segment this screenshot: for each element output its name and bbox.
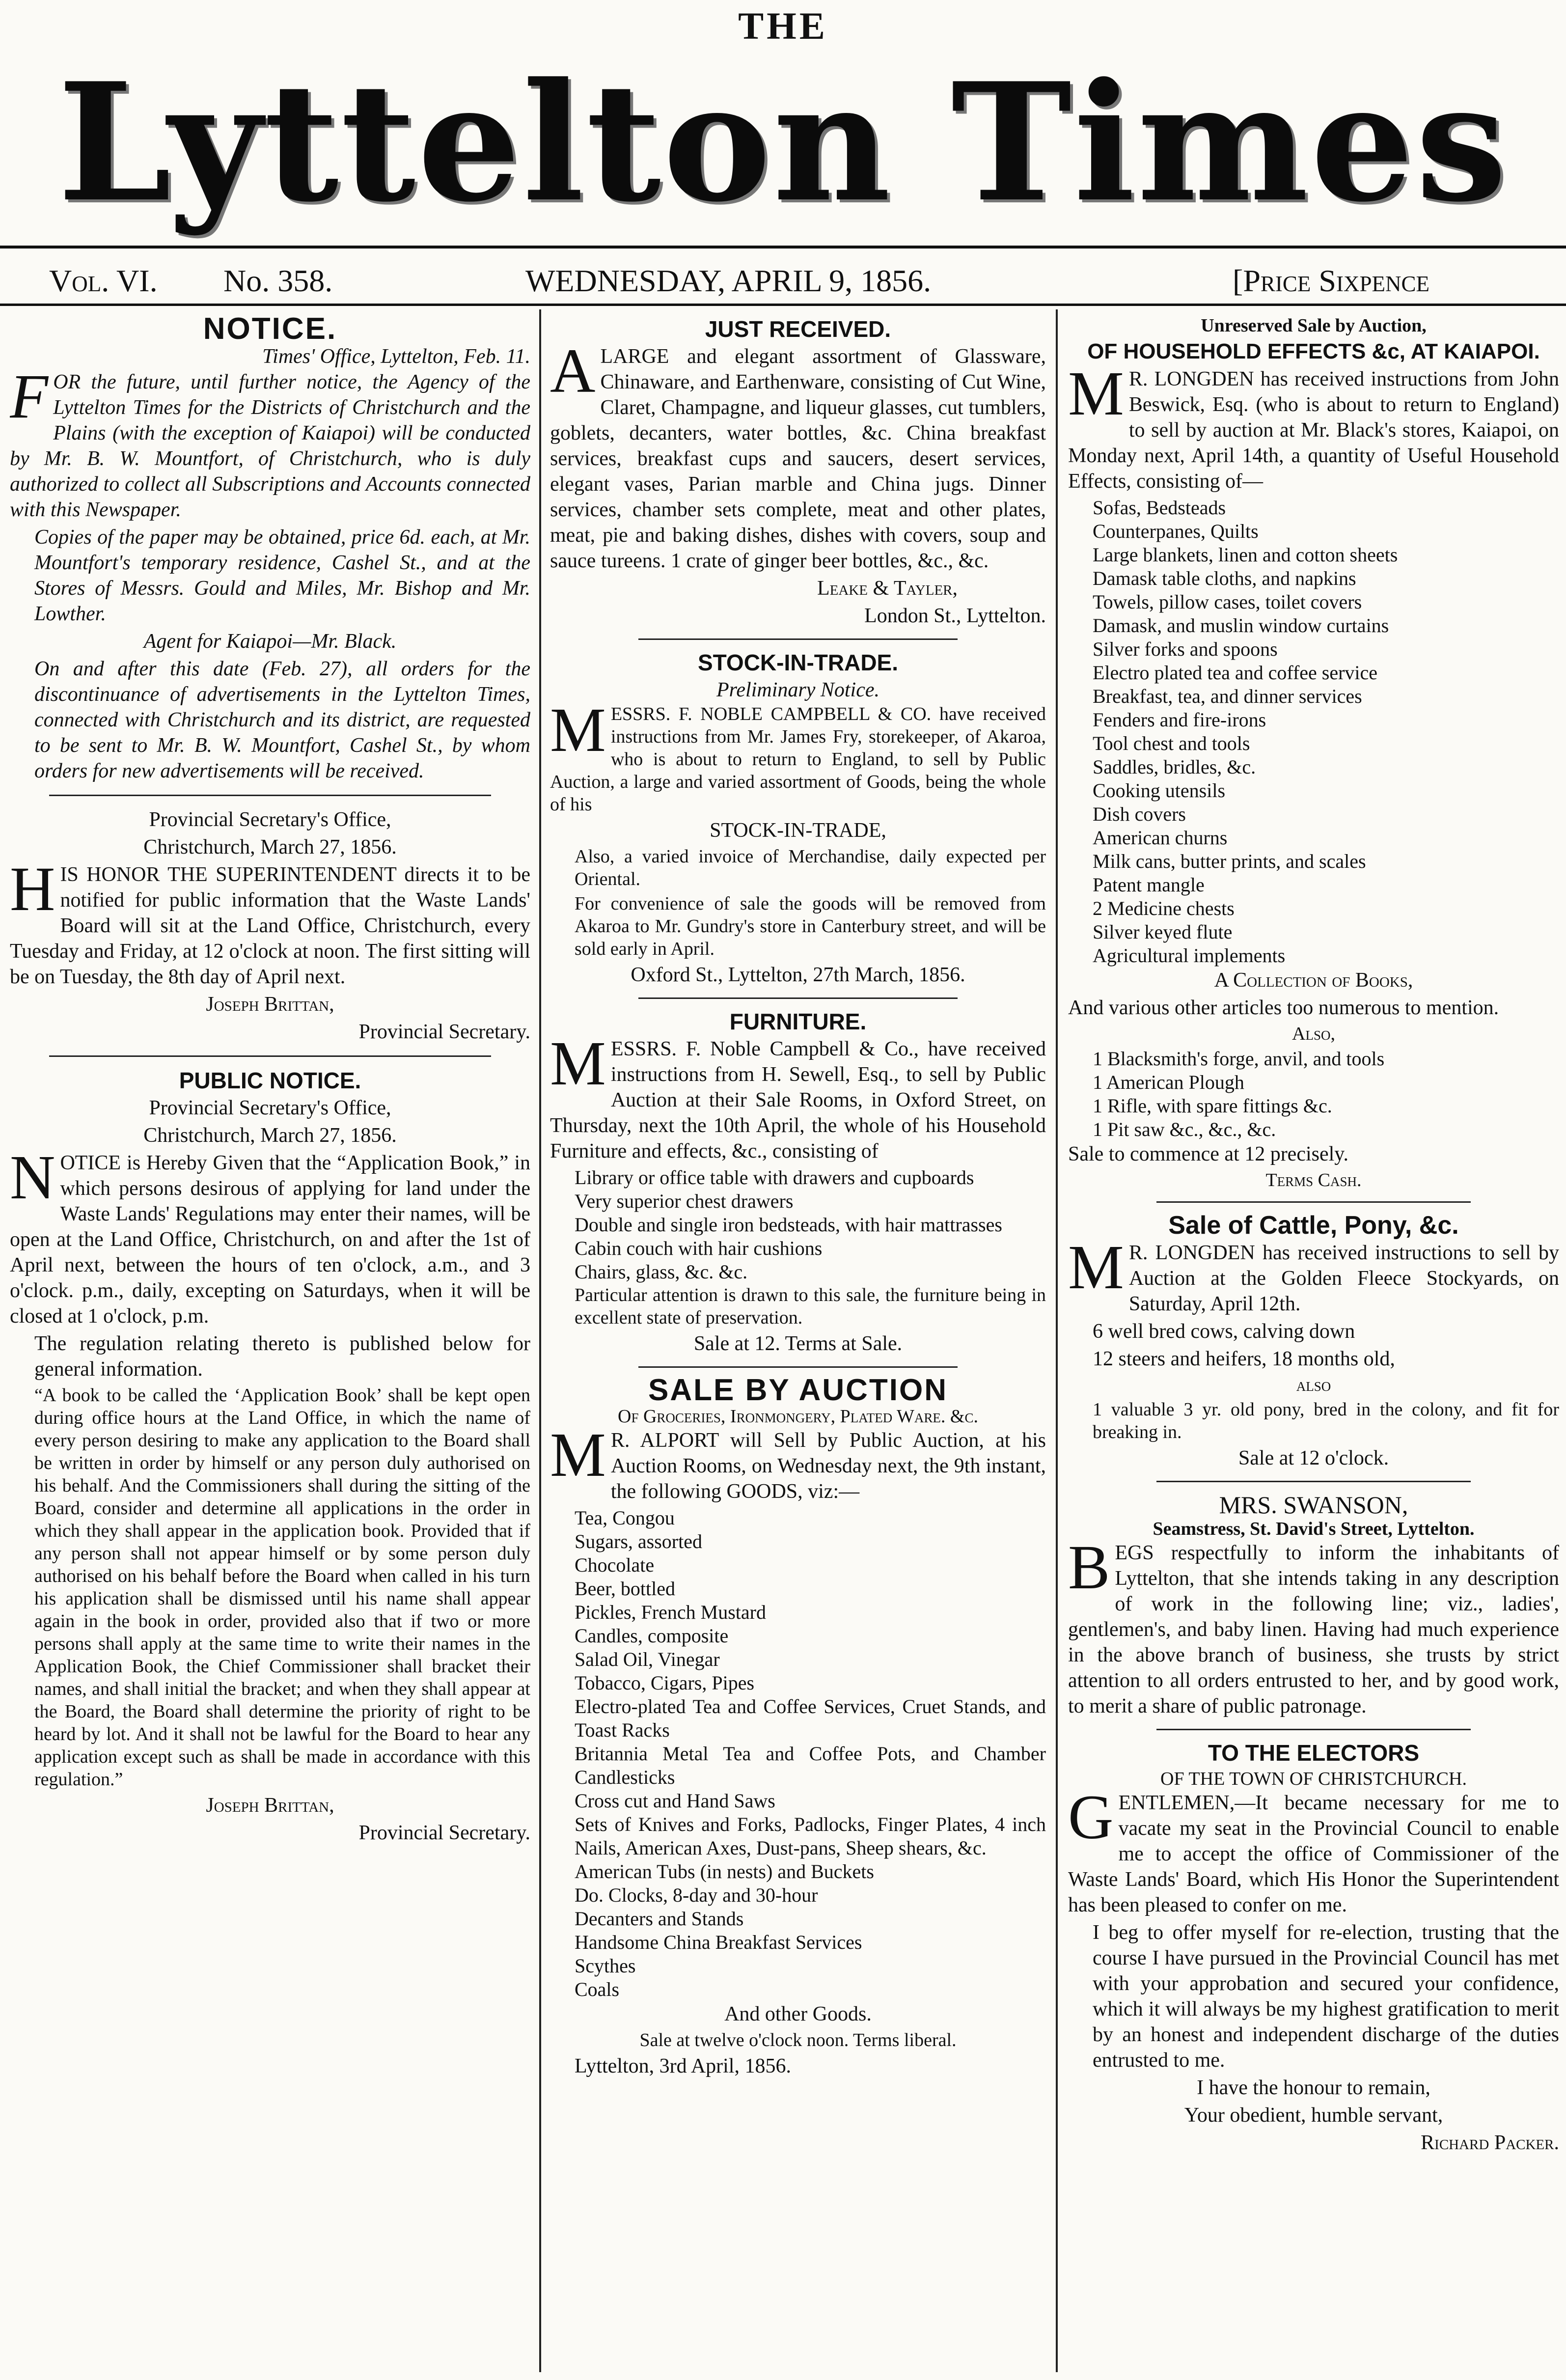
cattle-ad <box>1068 1213 1559 1471</box>
list-item: Damask, and muslin window curtains <box>1093 614 1389 637</box>
regulation-quote: “A book to be called the ‘Application Book’ shall be kept open during office hours at the Land Office, in which the name of every person desiring to make any application to the Board shall be written in order by himself or any person duly authorised on his behalf. And the Commissioners shall during the sitting of the Board, consider and determine all applications in the order in which they shall appear in the application book. Provided that if any person shall not appear himself or by some person duly authorised on his behalf before the Board when called in his turn his application shall be dismissed until his name shall appear again in the book in order, provided also that if two or more persons shall apply at the same time to write their names in the Application Book, the Chief Commissioner shall bracket their names, and shall initial the bracket; and when they shall appear at the Board, the Board shall determine the priority of right to be heard by lot. And it shall not be lawful for the Board to hear any application except such as shall be made in accordance with this regulation.” <box>34 1385 530 1790</box>
column-3 <box>1068 314 1559 2372</box>
drop-cap: M <box>1068 359 1124 428</box>
column-1 <box>10 314 530 2372</box>
list-item: Towels, pillow cases, toilet covers <box>1093 591 1362 613</box>
just-received-heading: JUST RECEIVED. <box>705 316 891 342</box>
notice-heading: NOTICE. <box>203 314 337 346</box>
household-body: R. LONGDEN has received instructions from John Beswick, Esq. (who is about to return to England) to sell by auction at Mr. Black's stores, Kaiapoi, on Monday next, April 14th, a quantity of Useful Household Effects, consisting of— <box>1068 368 1559 493</box>
household-effects-ad <box>1068 314 1559 1191</box>
list-item: Sugars, assorted <box>575 1530 702 1552</box>
furniture-ad <box>550 1009 1046 1356</box>
sale-time: Sale to commence at 12 precisely. <box>1068 1143 1349 1165</box>
just-received-body: LARGE and elegant assortment of Glassware, Chinaware, and Earthenware, consisting of Cut Wine, Claret, Champagne, and liqueur glasses, cut tumblers, goblets, decanters, water bottles, &c. China breakfast services, breakfast cups and saucers, desert services, elegant vases, Parian marble and China jugs. Dinner services, chamber sets complete, meat and other plates, meat, pie and baking dishes, dishes with covers, soup and sauce tureens. 1 crate of ginger beer bottles, &c., &c. <box>550 345 1046 572</box>
divider <box>638 638 958 640</box>
stock-in-trade-ad <box>550 650 1046 988</box>
just-received-ad <box>550 316 1046 629</box>
list-item: Salad Oil, Vinegar <box>575 1648 720 1670</box>
list-item: Decanters and Stands <box>575 1908 744 1930</box>
divider <box>49 795 491 796</box>
electors-paragraph: I beg to offer myself for re-election, trusting that the course I have pursued in the Provincial Council has met with your approbation and secured your confidence, which it will always be my highest gratification to merit by an honest and independent discharge of the duties entrusted to me. <box>1093 1921 1559 2072</box>
issue-date: WEDNESDAY, APRIL 9, 1856. <box>525 263 932 298</box>
list-item: Double and single iron bedsteads, with hair mattrasses <box>575 1214 1002 1236</box>
divider <box>638 1366 958 1368</box>
electors-body: ENTLEMEN,—It became necessary for me to vacate my seat in the Provincial Council to enable me to accept the office of Commissioner of the Waste Lands' Board, which His Honor the Superintendent has been pleased to confer on me. <box>1068 1792 1559 1916</box>
drop-cap: M <box>1068 1232 1124 1302</box>
swanson-body: EGS respectfully to inform the inhabitants of Lyttelton, that she intends taking in any description of work in the following line; viz., ladies', gentlemen's, and baby linen. Having had much experience in the above branch of business, she trusts by strict attention to all orders entrusted to her, and by good work, to merit a share of public patronage. <box>1068 1542 1559 1717</box>
list-item: Beer, bottled <box>575 1577 675 1600</box>
drop-cap: M <box>550 695 606 765</box>
signer: Joseph Brittan, <box>206 1794 334 1817</box>
swanson-subheading: Seamstress, St. David's Street, Lyttelton. <box>1153 1519 1475 1539</box>
list-item: Damask table cloths, and napkins <box>1093 567 1356 589</box>
auction-other: And other Goods. <box>724 2003 872 2025</box>
notice-dateline: Times' Office, Lyttelton, Feb. 11. <box>262 345 530 368</box>
list-item: Coals <box>575 1978 620 2000</box>
cattle-line: 12 steers and heifers, 18 months old, <box>1093 1348 1395 1370</box>
signer-title: Provincial Secretary. <box>358 1021 530 1043</box>
masthead-rule-top <box>0 246 1566 249</box>
list-item: American Tubs (in nests) and Buckets <box>575 1860 874 1882</box>
list-item: Silver forks and spoons <box>1093 638 1278 660</box>
public-notice-heading: PUBLIC NOTICE. <box>179 1068 361 1093</box>
signer: Richard Packer. <box>1421 2131 1559 2154</box>
masthead-rule-bottom <box>0 304 1566 306</box>
drop-cap: B <box>1068 1532 1110 1602</box>
closing-line: Your obedient, humble servant, <box>1184 2104 1443 2127</box>
office-date: Christchurch, March 27, 1856. <box>143 836 397 858</box>
list-item: Saddles, bridles, &c. <box>1093 756 1256 778</box>
also-label: also <box>1296 1375 1331 1395</box>
auction-subheading: Of Groceries, Ironmongery, Plated Ware. &c. <box>618 1406 978 1427</box>
public-notice <box>10 1068 530 1846</box>
household-heading: OF HOUSEHOLD EFFECTS &c, AT KAIAPOI. <box>1087 339 1540 363</box>
waste-lands-notice <box>10 807 530 1045</box>
list-item: Chairs, glass, &c. &c. <box>575 1261 748 1283</box>
list-item: 1 Blacksmith's forge, anvil, and tools <box>1093 1048 1385 1070</box>
furniture-body: ESSRS. F. Noble Campbell & Co., have received instructions from H. Sewell, Esq., to sell by Public Auction at their Sale Rooms, in Oxford Street, on Thursday, next the 10th April, the whole of his Household Furniture and effects, &c., consisting of <box>550 1038 1046 1162</box>
swanson-ad <box>1068 1492 1559 1719</box>
cattle-body: R. LONGDEN has received instructions to sell by Auction at the Golden Fleece Stockyards, on Saturday, April 12th. <box>1128 1242 1559 1315</box>
list-item: Tool chest and tools <box>1093 732 1250 754</box>
drop-cap: A <box>550 336 596 406</box>
list-item: Handsome China Breakfast Services <box>575 1931 862 1953</box>
list-item: Chocolate <box>575 1554 655 1576</box>
signer: Joseph Brittan, <box>206 993 334 1016</box>
masthead-the: THE <box>738 4 828 47</box>
drop-cap: G <box>1068 1782 1114 1852</box>
office-date: Christchurch, March 27, 1856. <box>143 1124 397 1147</box>
list-item: Tea, Congou <box>575 1507 675 1529</box>
list-item: Fenders and fire-irons <box>1093 709 1266 731</box>
list-item: Silver keyed flute <box>1093 921 1233 943</box>
cattle-line: 6 well bred cows, calving down <box>1093 1320 1355 1343</box>
swanson-heading: MRS. SWANSON, <box>1219 1491 1408 1519</box>
divider <box>638 997 958 999</box>
list-item: Sets of Knives and Forks, Padlocks, Finger Plates, 4 inch Nails, American Axes, Dust-pans, Sheep shears, &c. <box>575 1813 1046 1859</box>
list-item: 1 Rifle, with spare fittings &c. <box>1093 1095 1332 1117</box>
notice-body: OR the future, until further notice, the Agency of the Lyttelton Times for the Districts of Christchurch and the Plains (with the exception of Kaiapoi) will be conducted by Mr. B. W. Mountfort, of Christchurch, who is duly authorized to collect all Subscriptions and Accounts connected with this Newspaper. <box>10 371 530 521</box>
office-line: Provincial Secretary's Office, <box>149 1097 391 1119</box>
list-item: American churns <box>1093 827 1228 849</box>
address: London St., Lyttelton. <box>864 605 1046 627</box>
stock-heading: STOCK-IN-TRADE. <box>697 650 899 675</box>
list-item: Electro plated tea and coffee service <box>1093 662 1378 684</box>
list-item: Patent mangle <box>1093 874 1205 896</box>
electors-subheading: OF THE TOWN OF CHRISTCHURCH. <box>1160 1769 1467 1789</box>
cattle-time: Sale at 12 o'clock. <box>1238 1447 1389 1469</box>
issue-number: No. 358. <box>223 263 333 298</box>
dateline <box>0 263 1566 302</box>
list-item: Electro-plated Tea and Coffee Services, Cruet Stands, and Toast Racks <box>575 1695 1046 1741</box>
cattle-heading: Sale of Cattle, Pony, &c. <box>1168 1211 1459 1240</box>
signer: Leake & Tayler, <box>817 577 958 600</box>
stock-subheading: Preliminary Notice. <box>716 679 880 701</box>
also-label: Also, <box>1292 1024 1335 1044</box>
list-item: Cabin couch with hair cushions <box>575 1237 823 1259</box>
price: [Price Sixpence <box>1233 263 1429 298</box>
books-detail: And various other articles too numerous to mention. <box>1068 996 1499 1019</box>
list-item: Library or office table with drawers and cupboards <box>575 1166 974 1189</box>
household-kicker: Unreserved Sale by Auction, <box>1201 315 1427 336</box>
column-2 <box>550 314 1046 2372</box>
list-item: Dish covers <box>1093 803 1186 825</box>
furniture-terms: Sale at 12. Terms at Sale. <box>693 1332 903 1355</box>
office-line: Provincial Secretary's Office, <box>149 808 391 831</box>
electors-ad <box>1068 1740 1559 2156</box>
list-item: Milk cans, butter prints, and scales <box>1093 850 1366 872</box>
column-separator <box>1056 309 1058 2372</box>
stock-body: ESSRS. F. NOBLE CAMPBELL & CO. have received instructions from Mr. James Fry, storekeeper, of Akaroa, who is about to return to England, to sell by Public Auction, a large and varied assortment of Goods, being the whole of his <box>550 704 1046 815</box>
divider <box>1156 1481 1471 1482</box>
books-line: A Collection of Books, <box>1214 969 1413 992</box>
waste-lands-body: IS HONOR THE SUPERINTENDENT directs it to be notified for public information that the Waste Lands' Board will sit at the Land Office, Christchurch, every Tuesday and Friday, at 12 o'clock at noon. The first sitting will be on Tuesday, the 8th day of April next. <box>10 863 530 988</box>
notice-copies: Copies of the paper may be obtained, price 6d. each, at Mr. Mountfort's temporary residence, Cashel St., and at the Stores of Messrs. Gould and Miles, Mr. Bishop and Mr. Lowther. <box>34 526 530 625</box>
list-item: Tobacco, Cigars, Pipes <box>575 1672 755 1694</box>
auction-date: Lyttelton, 3rd April, 1856. <box>575 2055 791 2077</box>
list-item: Cooking utensils <box>1093 779 1226 802</box>
drop-cap: N <box>10 1142 55 1212</box>
drop-cap: F <box>10 361 49 431</box>
address: Oxford St., Lyttelton, 27th March, 1856. <box>631 964 965 986</box>
auction-terms: Sale at twelve o'clock noon. Terms liberal. <box>639 2030 957 2050</box>
list-item: Breakfast, tea, and dinner services <box>1093 685 1362 707</box>
stock-line: STOCK-IN-TRADE, <box>710 819 886 842</box>
list-item: Large blankets, linen and cotton sheets <box>1093 544 1398 566</box>
list-item: Pickles, French Mustard <box>575 1601 766 1623</box>
masthead-title: Lyttelton Times <box>57 47 1509 238</box>
list-item: Cross cut and Hand Saws <box>575 1790 775 1812</box>
notice-orders: On and after this date (Feb. 27), all orders for the discontinuance of advertisements in the Lyttelton Times, connected with Christchurch and its district, are requested to be sent to Mr. B. W. Mountfort, Cashel St., by whom orders for new advertisements will be received. <box>34 658 530 782</box>
list-item: 2 Medicine chests <box>1093 897 1235 919</box>
list-item: Very superior chest drawers <box>575 1190 794 1212</box>
drop-cap: M <box>550 1028 606 1098</box>
stock-merchandise: Also, a varied invoice of Merchandise, daily expected per Oriental. <box>575 846 1046 889</box>
agency-notice <box>10 316 530 784</box>
auction-body: R. ALPORT will Sell by Public Auction, at his Auction Rooms, on Wednesday next, the 9th instant, the following GOODS, viz:— <box>610 1429 1046 1503</box>
auction-ad <box>550 1373 1046 2079</box>
list-item: Scythes <box>575 1955 636 1977</box>
closing-line: I have the honour to remain, <box>1197 2076 1430 2099</box>
divider <box>1156 1201 1471 1203</box>
notice-agent: Agent for Kaiapoi—Mr. Black. <box>143 630 397 653</box>
divider <box>49 1055 491 1057</box>
volume: Vol. VI. <box>49 263 158 298</box>
list-item: Candles, composite <box>575 1625 729 1647</box>
drop-cap: M <box>550 1420 606 1490</box>
list-item: 1 Pit saw &c., &c., &c. <box>1093 1118 1276 1140</box>
stock-convenience: For convenience of sale the goods will be removed from Akaroa to Mr. Gundry's store in Canterbury street, and will be sold early in April. <box>575 893 1046 959</box>
list-item: 1 American Plough <box>1093 1071 1244 1093</box>
divider <box>1156 1729 1471 1730</box>
list-item: Britannia Metal Tea and Coffee Pots, and Chamber Candlesticks <box>575 1743 1046 1788</box>
list-item: Do. Clocks, 8-day and 30-hour <box>575 1884 818 1906</box>
cattle-line: 1 valuable 3 yr. old pony, bred in the colony, and fit for breaking in. <box>1093 1399 1559 1442</box>
signer-title: Provincial Secretary. <box>358 1822 530 1844</box>
column-separator <box>539 309 541 2372</box>
regulation-intro: The regulation relating thereto is published below for general information. <box>34 1332 530 1381</box>
auction-heading: SALE BY AUCTION <box>648 1373 948 1407</box>
list-item: Counterpanes, Quilts <box>1093 520 1259 542</box>
furniture-note: Particular attention is drawn to this sale, the furniture being in excellent state of preservation. <box>575 1285 1046 1328</box>
electors-heading: TO THE ELECTORS <box>1208 1740 1420 1766</box>
list-item: Sofas, Bedsteads <box>1093 497 1226 519</box>
list-item: Agricultural implements <box>1093 944 1286 967</box>
terms: Terms Cash. <box>1265 1170 1362 1190</box>
drop-cap: H <box>10 854 55 924</box>
furniture-heading: FURNITURE. <box>729 1009 867 1034</box>
public-notice-body: OTICE is Hereby Given that the “Application Book,” in which persons desirous of applying for land under the Waste Lands' Regulations may enter their names, will be open at the Land Office, Christchurch, on and after the 1st of April next, between the hours of ten o'clock, a.m., and 3 o'clock. p.m., daily, excepting on Saturdays, when it will be closed at 1 o'clock, p.m. <box>10 1152 530 1328</box>
